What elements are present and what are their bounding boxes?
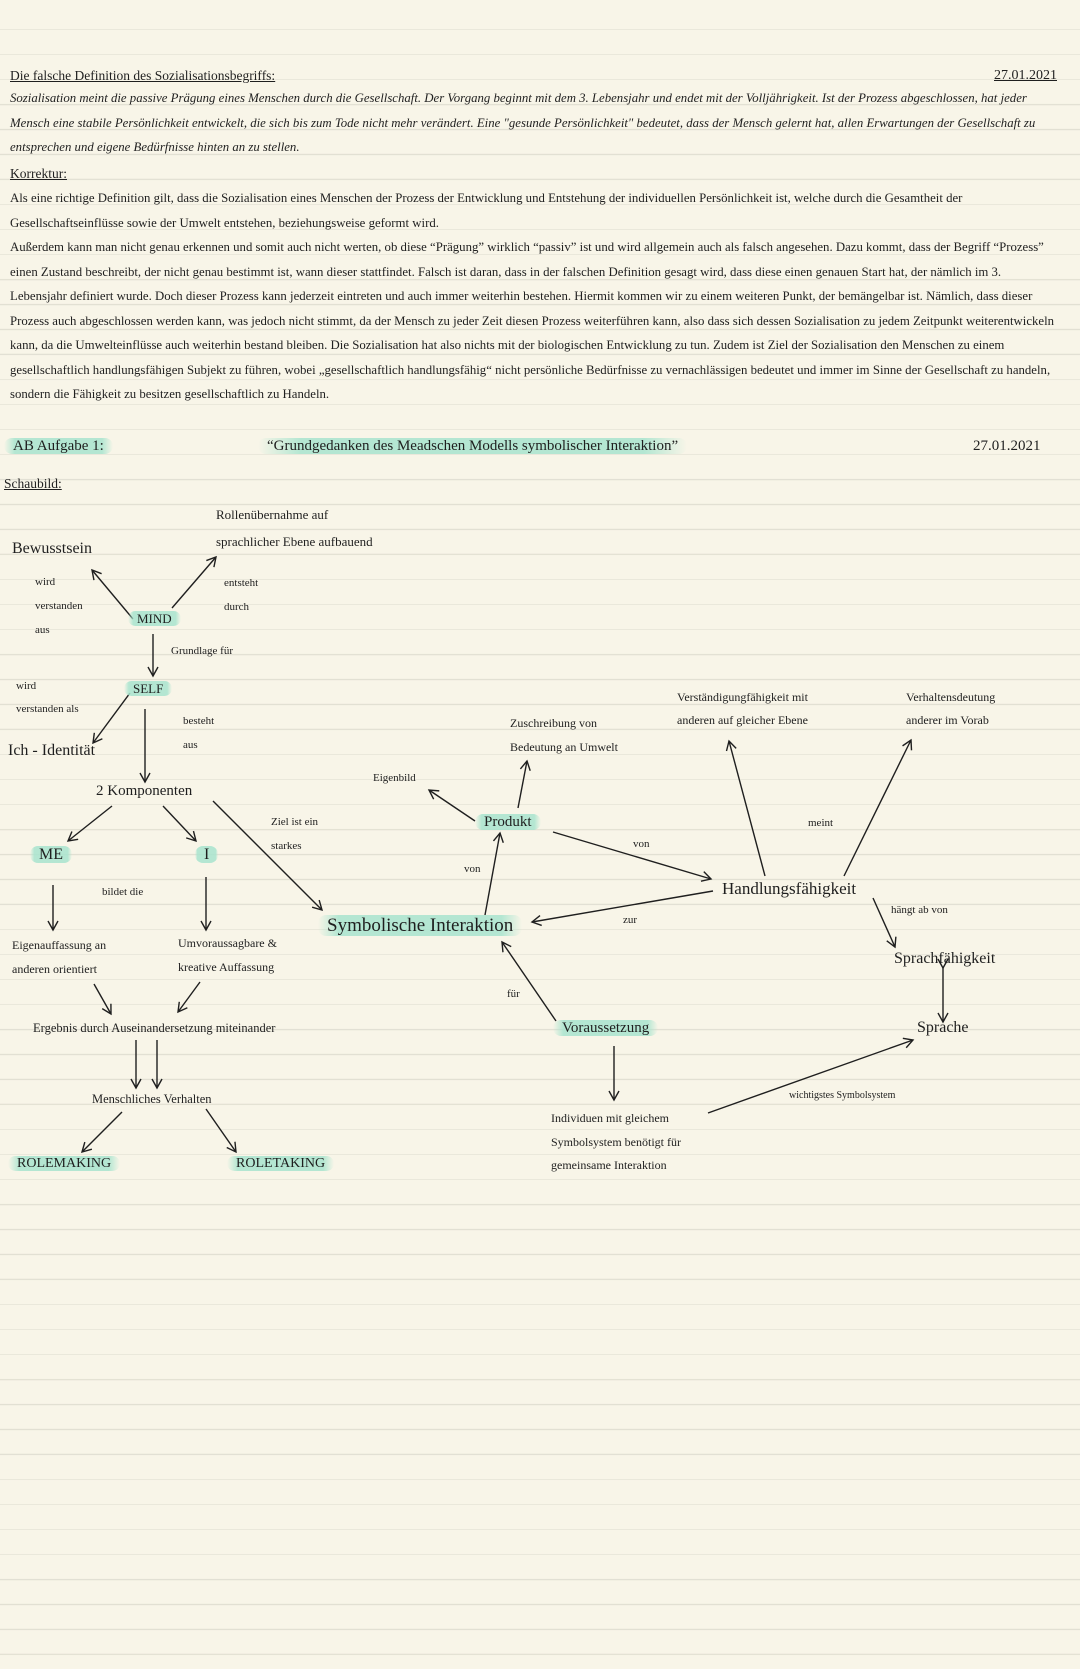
arrow-handlung-verhaltens <box>844 740 911 876</box>
label-entsteht-2: durch <box>224 601 250 613</box>
node-ergebnis: Ergebnis durch Auseinandersetzung miteinander <box>33 1021 276 1035</box>
arrow-produkt-zuschreibung <box>518 761 527 808</box>
node-menschliches-verhalten: Menschliches Verhalten <box>92 1092 212 1106</box>
label-von-2: von <box>633 838 650 850</box>
arrow-mind-bewusstsein <box>92 570 133 619</box>
definition-heading: Die falsche Definition des Sozialisationsbegriffs: <box>10 68 276 83</box>
task-title: “Grundgedanken des Meadschen Modells symbolischer Interaktion” <box>258 438 687 455</box>
arrow-verhalten-roletaking <box>206 1109 236 1152</box>
date-1: 27.01.2021 <box>994 68 1057 83</box>
node-roletaking: ROLETAKING <box>227 1156 334 1172</box>
node-verstaendigung-2: anderen auf gleicher Ebene <box>677 713 808 727</box>
date-2: 27.01.2021 <box>973 438 1041 454</box>
node-umvoraussagbare-2: kreative Auffassung <box>178 960 275 974</box>
arrow-mind-rollen <box>172 557 216 608</box>
label-wird-verstanden-aus-3: aus <box>35 624 50 636</box>
arrow-umvor-ergebnis <box>178 982 200 1012</box>
label-wird-verstanden-aus-2: verstanden <box>35 600 83 612</box>
label-bildet-die: bildet die <box>102 886 144 898</box>
korrektur-heading: Korrektur: <box>10 166 67 181</box>
label-wichtigstes-symbolsystem: wichtigstes Symbolsystem <box>789 1090 896 1101</box>
node-self: SELF <box>124 681 172 697</box>
wrong-definition-text: Sozialisation meint die passive Prägung eines Menschen durch die Gesellschaft. Der Vorgang beginnt mit dem 3. Lebensjahr und endet mit der Volljährigkeit. Ist der Prozess abgeschlossen, hat jeder Mensch eine stabile Persönlichkeit entwickelt, die sich bis zum Tode nicht mehr verändert. Eine "gesunde Persönlichkeit" bedeutet, dass der Mensch gelernt hat, allen Erwartungen der Gesellschaft zu entsprechen und eigene Bedürfnisse hinten an zu stellen. <box>10 91 1036 154</box>
label-besteht-1: besteht <box>183 715 215 727</box>
node-mind: MIND <box>128 611 181 627</box>
korrektur-paragraph-2: Außerdem kann man nicht genau erkennen und somit auch nicht werten, ob diese “Prägung” wirklich “passiv” ist und wird allgemein auch als falsch angesehen. Dazu kommt, dass der Begriff “Prozess” einen Zustand beschreibt, der nicht genau bestimmt ist, wann dieser stattfindet. Falsch ist daran, dass in der falschen Definition gesagt wird, dass diese einen genauen Start hat, der nämlich im 3. Lebensjahr definiert wurde. Doch dieser Prozess kann jederzeit eintreten und auch immer weiterhin bestehen. Hiermit kommen wir zu einem weiteren Punkt, der bemängelbar ist. Nämlich, dass dieser Prozess auch abgeschlossen werden kann, was jedoch nicht stimmt, da der Mensch zu jeder Zeit diesen Prozess weiterführen kann, also dass sich dessen Sozialisation zu jedem Zeitpunkt weiterentwickeln kann, da die Umwelteinflüsse auch weiterhin bestand bleiben. Die Sozialisation hat also nichts mit der biologischen Entwicklung zu tun. Zudem ist Ziel der Sozialisation den Menschen zu einem gesellschaftlich handlungsfähigen Subjekt zu führen, wobei „gesellschaftlich handlungsfähig“ nicht persönliche Bedürfnisse zu vernachlässigen bedeutet und immer im Sinne der Gesellschaft zu handeln, sondern die Fähigkeit zu besitzen gesellschaftlich zu Handeln. <box>10 240 1055 401</box>
arrow-handlung-verst <box>729 741 765 876</box>
label-von-1: von <box>464 863 481 875</box>
node-rollenuebernahme-1: Rollenübernahme auf <box>216 507 329 522</box>
node-handlungsfaehigkeit: Handlungsfähigkeit <box>722 879 857 898</box>
label-wird-verstanden-als-2: verstanden als <box>16 703 79 715</box>
label-entsteht-1: entsteht <box>224 577 259 589</box>
node-i: I <box>195 846 218 864</box>
node-sprache: Sprache <box>917 1019 969 1036</box>
node-umvoraussagbare-1: Umvoraussagbare & <box>178 936 277 950</box>
korrektur-paragraph-1: Als eine richtige Definition gilt, dass die Sozialisation eines Menschen der Prozess der Entwicklung und Entstehung der individuellen Persönlichkeit ist, welche durch die Gesamtheit der Gesellschaftseinflüsse sowie der Umwelt entstehen, beziehungsweise geformt wird. <box>10 191 963 230</box>
node-voraussetzung: Voraussetzung <box>553 1020 658 1037</box>
node-verhaltensdeutung-1: Verhaltensdeutung <box>906 690 996 704</box>
node-individuen-3: gemeinsame Interaktion <box>551 1158 667 1172</box>
node-symbolische-interaktion: Symbolische Interaktion <box>318 915 522 937</box>
node-eigenbild: Eigenbild <box>373 772 416 784</box>
node-me: ME <box>30 846 72 864</box>
arrow-self-ich <box>93 693 130 743</box>
node-rollenuebernahme-2: sprachlicher Ebene aufbauend <box>216 534 373 549</box>
node-produkt: Produkt <box>475 814 541 831</box>
node-ich-identitaet: Ich - Identität <box>8 742 96 759</box>
label-wird-verstanden-aus-1: wird <box>35 576 56 588</box>
node-bewusstsein: Bewusstsein <box>12 540 92 557</box>
node-individuen-1: Individuen mit gleichem <box>551 1111 669 1125</box>
schaubild-label: Schaubild: <box>4 476 62 491</box>
label-meint: meint <box>808 817 834 829</box>
label-besteht-2: aus <box>183 739 198 751</box>
label-grundlage-fuer: Grundlage für <box>171 645 234 657</box>
label-haengt-ab-von: hängt ab von <box>891 904 948 916</box>
arrow-verhalten-rolemaking <box>82 1112 122 1152</box>
node-zuschreibung-1: Zuschreibung von <box>510 716 597 730</box>
arrow-eigen-ergebnis <box>94 984 111 1014</box>
label-fuer: für <box>507 988 520 1000</box>
node-eigenauffassung-2: anderen orientiert <box>12 962 97 976</box>
arrow-individuen-sprache <box>708 1040 913 1113</box>
label-ziel-2: starkes <box>271 840 302 852</box>
label-zur: zur <box>623 914 638 926</box>
arrow-symbolisch-produkt <box>485 833 500 915</box>
arrow-produkt-handlung <box>553 832 711 879</box>
node-zwei-komponenten: 2 Komponenten <box>96 783 193 799</box>
node-verstaendigung-1: Verständigungfähigkeit mit <box>677 690 808 704</box>
node-rolemaking: ROLEMAKING <box>8 1156 120 1172</box>
node-individuen-2: Symbolsystem benötigt für <box>551 1135 681 1149</box>
label-wird-verstanden-als-1: wird <box>16 680 37 692</box>
arrow-komponenten-i <box>163 806 196 841</box>
task-label: AB Aufgabe 1: <box>4 438 113 455</box>
node-verhaltensdeutung-2: anderer im Vorab <box>906 713 989 727</box>
node-eigenauffassung-1: Eigenauffassung an <box>12 938 107 952</box>
arrow-komponenten-me <box>68 806 112 841</box>
arrow-produkt-eigenbild <box>429 790 475 821</box>
node-zuschreibung-2: Bedeutung an Umwelt <box>510 740 618 754</box>
label-ziel-1: Ziel ist ein <box>271 816 319 828</box>
node-sprachfaehigkeit: Sprachfähigkeit <box>894 950 996 967</box>
arrow-voraussetzung-symbolisch <box>502 942 556 1021</box>
